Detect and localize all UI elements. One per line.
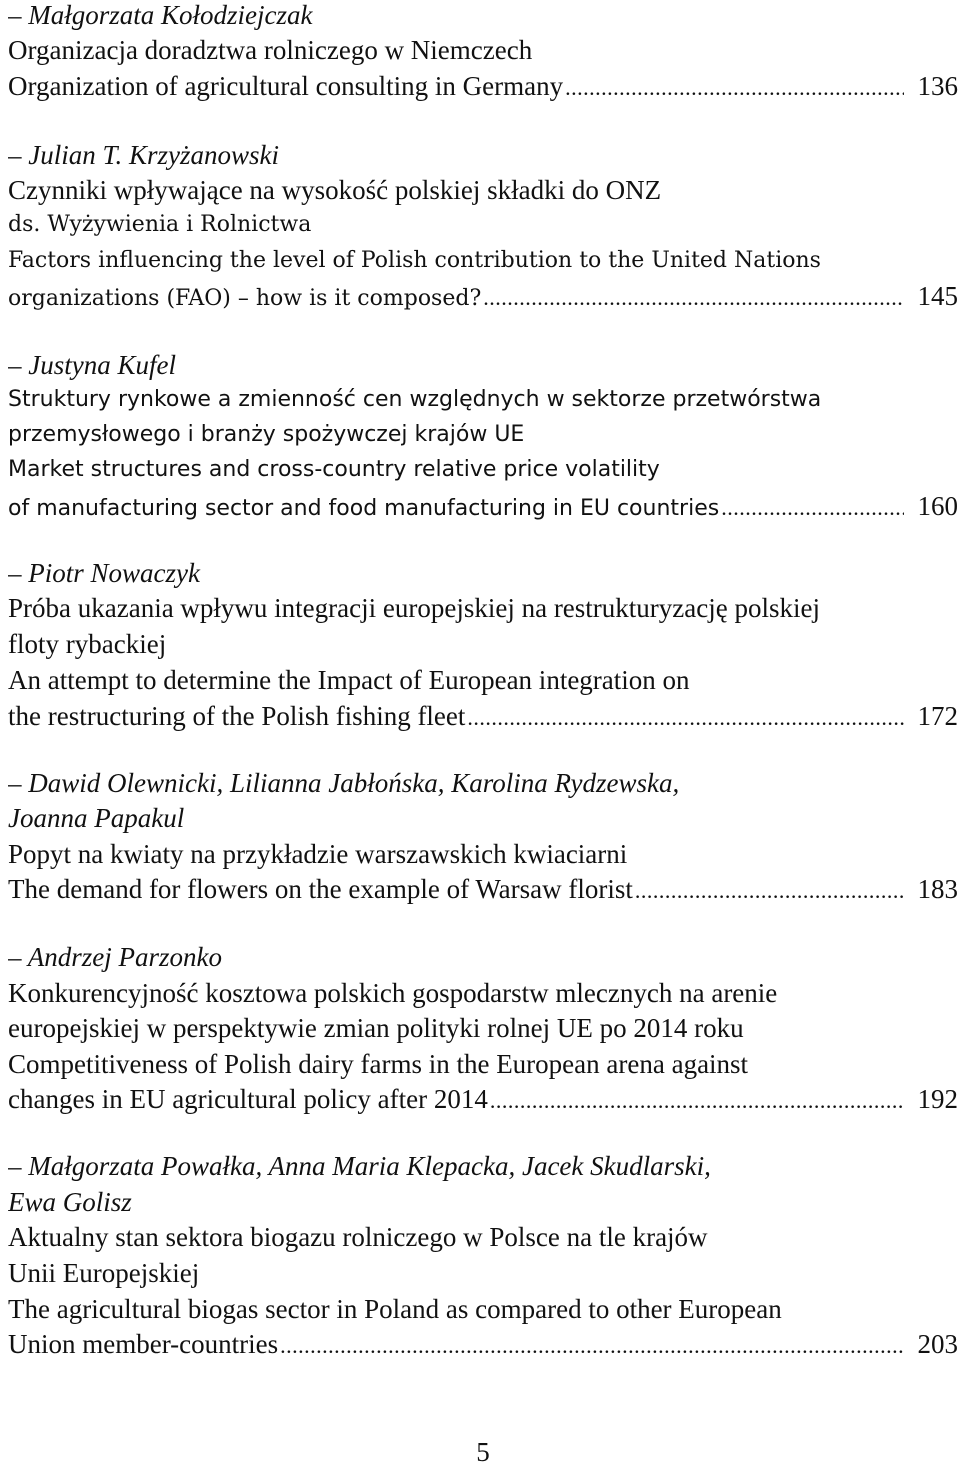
title-en-line bbox=[8, 699, 958, 733]
title-en-text: the restructuring of the Polish fishing fleet bbox=[8, 701, 466, 731]
title-en-text: of manufacturing sector and food manufacturing in EU countries bbox=[8, 496, 720, 521]
author-line: – Julian T. Krzyżanowski bbox=[8, 140, 280, 170]
author-line: – Justyna Kufel bbox=[8, 350, 176, 380]
title-en-line bbox=[8, 872, 958, 906]
title-en-line: Market structures and cross-country relative price volatility bbox=[8, 457, 660, 482]
dot-leader bbox=[467, 701, 903, 733]
author-line: Joanna Papakul bbox=[8, 803, 185, 833]
title-en-line: Competitiveness of Polish dairy farms in the European arena against bbox=[8, 1049, 749, 1079]
dot-leader bbox=[565, 71, 903, 103]
title-pl-line: ds. Wyżywienia i Rolnictwa bbox=[8, 212, 312, 237]
title-en-line bbox=[8, 1327, 958, 1361]
title-en-line: The agricultural biogas sector in Poland as compared to other European bbox=[8, 1294, 782, 1324]
title-pl-line: przemysłowego i branży spożywczej krajów UE bbox=[8, 422, 525, 447]
title-pl-line: Struktury rynkowe a zmienność cen względnych w sektorze przetwórstwa bbox=[8, 387, 822, 412]
title-en-text: changes in EU agricultural policy after 2014 bbox=[8, 1084, 488, 1114]
title-en-line bbox=[8, 69, 958, 103]
dot-leader bbox=[490, 1084, 904, 1116]
title-pl-line: Aktualny stan sektora biogazu rolniczego w Polsce na tle krajów bbox=[8, 1222, 708, 1252]
title-en-text: The demand for flowers on the example of Warsaw florist bbox=[8, 874, 633, 904]
title-en-line: An attempt to determine the Impact of European integration on bbox=[8, 665, 690, 695]
dot-leader bbox=[635, 874, 904, 906]
title-en-text: Union member-countries bbox=[8, 1329, 279, 1359]
title-pl-line: Czynniki wpływające na wysokość polskiej składki do ONZ bbox=[8, 175, 662, 205]
page-ref: 172 bbox=[917, 701, 958, 731]
author-line: Ewa Golisz bbox=[8, 1187, 132, 1217]
page-ref: 192 bbox=[917, 1084, 958, 1114]
page-ref: 136 bbox=[917, 71, 958, 101]
title-pl-line: europejskiej w perspektywie zmian polityki rolnej UE po 2014 roku bbox=[8, 1013, 744, 1043]
page-ref: 145 bbox=[917, 281, 958, 311]
title-pl-line: floty rybackiej bbox=[8, 629, 167, 659]
title-pl-line: Organizacja doradztwa rolniczego w Niemczech bbox=[8, 35, 533, 65]
title-pl-line: Unii Europejskiej bbox=[8, 1258, 200, 1288]
title-pl-line: Konkurencyjność kosztowa polskich gospodarstw mlecznych na arenie bbox=[8, 978, 778, 1008]
title-en-line bbox=[8, 279, 958, 313]
page-ref: 183 bbox=[917, 874, 958, 904]
dot-leader bbox=[721, 491, 903, 523]
author-line: – Dawid Olewnicki, Lilianna Jabłońska, Karolina Rydzewska, bbox=[8, 768, 680, 798]
title-en-text: Organization of agricultural consulting in Germany bbox=[8, 71, 564, 101]
title-pl-line: Popyt na kwiaty na przykładzie warszawskich kwiaciarni bbox=[8, 839, 628, 869]
title-en-line bbox=[8, 1082, 958, 1116]
author-line: – Piotr Nowaczyk bbox=[8, 558, 200, 588]
page-ref: 203 bbox=[917, 1329, 958, 1359]
author-line: – Małgorzata Powałka, Anna Maria Klepacka, Jacek Skudlarski, bbox=[8, 1151, 711, 1181]
author-line: – Andrzej Parzonko bbox=[8, 942, 222, 972]
dot-leader bbox=[483, 281, 903, 313]
author-line: – Małgorzata Kołodziejczak bbox=[8, 0, 313, 30]
title-en-line: Factors influencing the level of Polish contribution to the United Nations bbox=[8, 248, 821, 273]
dot-leader bbox=[280, 1329, 903, 1361]
title-en-line bbox=[8, 489, 958, 523]
title-en-text: organizations (FAO) – how is it composed? bbox=[8, 286, 482, 311]
page-number: 5 bbox=[476, 1437, 490, 1467]
page-ref: 160 bbox=[917, 491, 958, 521]
title-pl-line: Próba ukazania wpływu integracji europejskiej na restrukturyzację polskiej bbox=[8, 593, 820, 623]
